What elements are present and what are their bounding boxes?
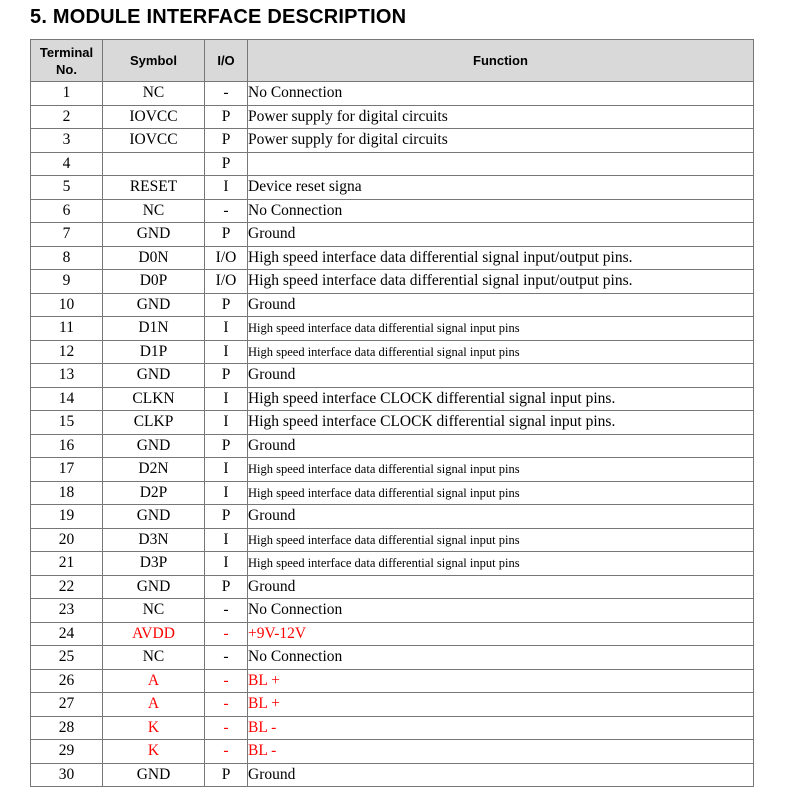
io-cell: P	[205, 575, 248, 599]
symbol-cell: GND	[103, 505, 205, 529]
table-row	[31, 622, 754, 646]
symbol-cell: GND	[103, 763, 205, 787]
io-cell: -	[205, 669, 248, 693]
terminal-no-cell: 15	[31, 411, 103, 435]
symbol-cell: GND	[103, 293, 205, 317]
terminal-no-cell: 29	[31, 740, 103, 764]
table-row	[31, 693, 754, 717]
symbol-cell: GND	[103, 364, 205, 388]
io-cell: -	[205, 740, 248, 764]
terminal-no-cell: 22	[31, 575, 103, 599]
table-row	[31, 575, 754, 599]
io-cell: I	[205, 552, 248, 576]
terminal-no-cell: 27	[31, 693, 103, 717]
symbol-cell: IOVCC	[103, 129, 205, 153]
function-cell: High speed interface CLOCK differential signal input pins.	[248, 411, 754, 435]
symbol-cell: NC	[103, 82, 205, 106]
io-cell: -	[205, 599, 248, 623]
function-cell: BL -	[248, 740, 754, 764]
table-row	[31, 599, 754, 623]
table-row	[31, 364, 754, 388]
terminal-no-cell: 17	[31, 458, 103, 482]
table-row	[31, 552, 754, 576]
symbol-cell: NC	[103, 199, 205, 223]
io-cell: I	[205, 411, 248, 435]
symbol-cell: D3N	[103, 528, 205, 552]
table-row	[31, 458, 754, 482]
table-row	[31, 223, 754, 247]
symbol-cell: NC	[103, 599, 205, 623]
io-cell: P	[205, 505, 248, 529]
terminal-no-cell: 6	[31, 199, 103, 223]
io-cell: -	[205, 693, 248, 717]
io-cell: I/O	[205, 246, 248, 270]
function-cell: High speed interface data differential signal input pins	[248, 340, 754, 364]
symbol-cell: CLKP	[103, 411, 205, 435]
table-row	[31, 481, 754, 505]
terminal-no-cell: 20	[31, 528, 103, 552]
table-row	[31, 434, 754, 458]
io-cell: -	[205, 716, 248, 740]
io-cell: -	[205, 82, 248, 106]
function-cell: No Connection	[248, 599, 754, 623]
io-cell: I	[205, 176, 248, 200]
io-cell: P	[205, 293, 248, 317]
terminal-no-cell: 24	[31, 622, 103, 646]
function-cell: Ground	[248, 763, 754, 787]
terminal-no-cell: 25	[31, 646, 103, 670]
table-row	[31, 82, 754, 106]
io-cell: I	[205, 340, 248, 364]
symbol-cell: K	[103, 740, 205, 764]
symbol-cell: D1P	[103, 340, 205, 364]
symbol-cell: GND	[103, 434, 205, 458]
table-row	[31, 293, 754, 317]
function-cell: High speed interface data differential signal input pins	[248, 481, 754, 505]
terminal-no-cell: 12	[31, 340, 103, 364]
col-header-symbol: Symbol	[103, 40, 205, 82]
function-cell: No Connection	[248, 646, 754, 670]
table-row	[31, 716, 754, 740]
table-row	[31, 176, 754, 200]
table-row	[31, 105, 754, 129]
function-cell: No Connection	[248, 199, 754, 223]
function-cell: High speed interface data differential signal input pins	[248, 528, 754, 552]
terminal-no-cell: 5	[31, 176, 103, 200]
io-cell: I/O	[205, 270, 248, 294]
function-cell: BL +	[248, 669, 754, 693]
function-cell: High speed interface data differential signal input/output pins.	[248, 246, 754, 270]
io-cell: -	[205, 646, 248, 670]
table-row	[31, 646, 754, 670]
io-cell: -	[205, 622, 248, 646]
function-cell: BL -	[248, 716, 754, 740]
io-cell: -	[205, 199, 248, 223]
io-cell: P	[205, 223, 248, 247]
terminal-no-cell: 13	[31, 364, 103, 388]
symbol-cell: D1N	[103, 317, 205, 341]
terminal-no-cell: 10	[31, 293, 103, 317]
symbol-cell: D2N	[103, 458, 205, 482]
table-row	[31, 763, 754, 787]
function-cell: No Connection	[248, 82, 754, 106]
function-cell: High speed interface data differential signal input/output pins.	[248, 270, 754, 294]
function-cell: Ground	[248, 223, 754, 247]
table-header	[31, 40, 754, 82]
symbol-cell: AVDD	[103, 622, 205, 646]
symbol-cell: GND	[103, 575, 205, 599]
terminal-no-cell: 14	[31, 387, 103, 411]
table-row	[31, 270, 754, 294]
table-row	[31, 387, 754, 411]
io-cell: I	[205, 481, 248, 505]
terminal-no-cell: 23	[31, 599, 103, 623]
terminal-no-cell: 21	[31, 552, 103, 576]
function-cell: High speed interface data differential signal input pins	[248, 317, 754, 341]
function-cell: Ground	[248, 575, 754, 599]
io-cell: I	[205, 528, 248, 552]
terminal-no-cell: 18	[31, 481, 103, 505]
io-cell: I	[205, 458, 248, 482]
table-row	[31, 669, 754, 693]
symbol-cell: CLKN	[103, 387, 205, 411]
io-cell: P	[205, 434, 248, 458]
io-cell: I	[205, 387, 248, 411]
table-row	[31, 129, 754, 153]
table-row	[31, 740, 754, 764]
function-cell: +9V-12V	[248, 622, 754, 646]
function-cell: High speed interface data differential signal input pins	[248, 552, 754, 576]
function-cell: BL +	[248, 693, 754, 717]
col-header-io: I/O	[205, 40, 248, 82]
io-cell: P	[205, 129, 248, 153]
interface-table	[30, 39, 754, 787]
function-cell: Ground	[248, 293, 754, 317]
io-cell: P	[205, 364, 248, 388]
page-title: 5. MODULE INTERFACE DESCRIPTION	[30, 6, 407, 28]
symbol-cell: D0N	[103, 246, 205, 270]
function-cell: Power supply for digital circuits	[248, 129, 754, 153]
table-row	[31, 505, 754, 529]
terminal-no-cell: 19	[31, 505, 103, 529]
io-cell: P	[205, 763, 248, 787]
terminal-no-cell: 3	[31, 129, 103, 153]
function-cell: Ground	[248, 364, 754, 388]
function-cell: High speed interface CLOCK differential signal input pins.	[248, 387, 754, 411]
io-cell: P	[205, 105, 248, 129]
symbol-cell: D0P	[103, 270, 205, 294]
col-header-function: Function	[248, 40, 754, 82]
terminal-no-cell: 4	[31, 152, 103, 176]
table-body	[31, 82, 754, 787]
terminal-no-cell: 8	[31, 246, 103, 270]
table-row	[31, 199, 754, 223]
terminal-no-cell: 30	[31, 763, 103, 787]
terminal-no-cell: 26	[31, 669, 103, 693]
symbol-cell: K	[103, 716, 205, 740]
table-row	[31, 152, 754, 176]
symbol-cell: D3P	[103, 552, 205, 576]
function-cell	[248, 152, 754, 176]
symbol-cell: A	[103, 669, 205, 693]
symbol-cell: D2P	[103, 481, 205, 505]
table-row	[31, 246, 754, 270]
col-header-terminal-no: Terminal No.	[31, 40, 103, 82]
terminal-no-cell: 1	[31, 82, 103, 106]
io-cell: P	[205, 152, 248, 176]
symbol-cell: NC	[103, 646, 205, 670]
symbol-cell: A	[103, 693, 205, 717]
terminal-no-cell: 16	[31, 434, 103, 458]
function-cell: Ground	[248, 434, 754, 458]
io-cell: I	[205, 317, 248, 341]
function-cell: Power supply for digital circuits	[248, 105, 754, 129]
function-cell: Device reset signa	[248, 176, 754, 200]
table-row	[31, 411, 754, 435]
terminal-no-cell: 2	[31, 105, 103, 129]
symbol-cell: IOVCC	[103, 105, 205, 129]
table-row	[31, 317, 754, 341]
terminal-no-cell: 7	[31, 223, 103, 247]
symbol-cell	[103, 152, 205, 176]
table-row	[31, 340, 754, 364]
function-cell: Ground	[248, 505, 754, 529]
terminal-no-cell: 11	[31, 317, 103, 341]
function-cell: High speed interface data differential signal input pins	[248, 458, 754, 482]
symbol-cell: RESET	[103, 176, 205, 200]
symbol-cell: GND	[103, 223, 205, 247]
terminal-no-cell: 28	[31, 716, 103, 740]
table-row	[31, 528, 754, 552]
terminal-no-cell: 9	[31, 270, 103, 294]
